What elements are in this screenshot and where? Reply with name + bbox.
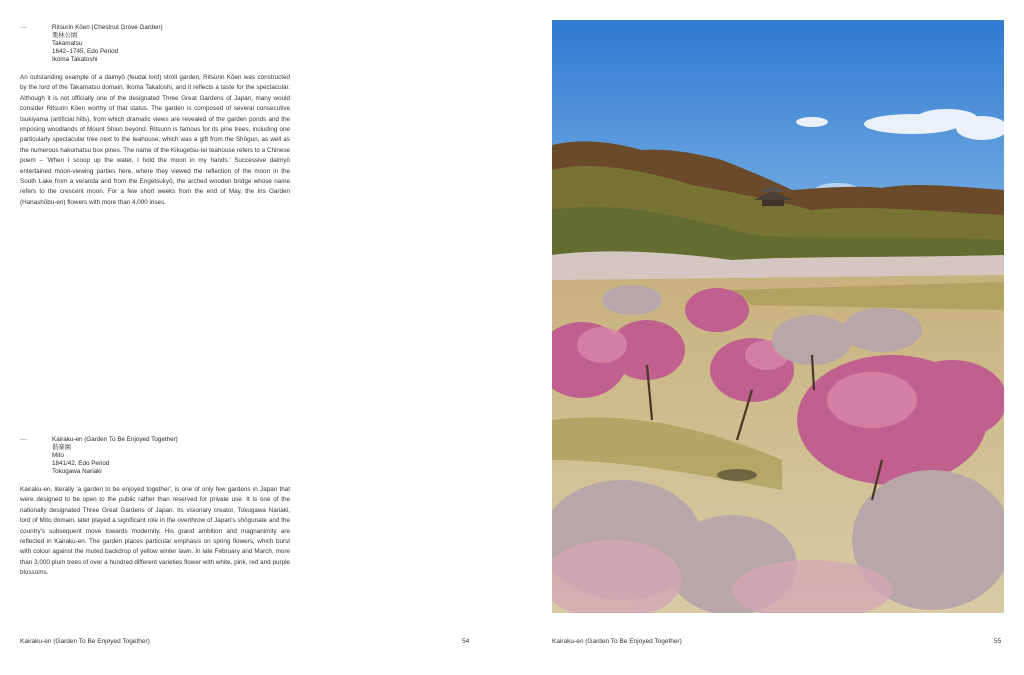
left-page-footer-caption: Kairaku-en (Garden To Be Enjoyed Together) xyxy=(20,638,150,645)
entry-title: Ritsurin Kōen (Chestnut Grove Garden) xyxy=(52,24,163,31)
entry-title-japanese: 偕楽園 xyxy=(52,444,71,451)
entry-founder: Ikoma Takatoshi xyxy=(52,56,98,63)
entry-body-text: Kairaku-en, literally 'a garden to be enjoyed together', is one of only few gardens in Japan that were designed to be open to the public rather than reserved for private use. It is one of the nationally designated Three Great Gardens of Japan. Its visionary creator, Tokugawa Nariaki, lord of Mito domain, later played a significant role in the overthrow of Japan's shōgunate and the country's subsequent move towards modernity. His grand ambition and magnanimity are reflected in Kairaku-en. The garden places particular emphasis on spring flowers, which burst with colour against the muted backdrop of yellow winter lawn. In late February and March, more than 3,000 plum trees of over a hundred different varieties flower with white, pink, red and purple blossoms. xyxy=(20,486,290,577)
entry-founder: Tokugawa Nariaki xyxy=(52,468,102,475)
entry-location: Mito xyxy=(52,452,64,459)
right-page-number: 55 xyxy=(994,638,1002,645)
entry-meta xyxy=(52,436,290,476)
entry-title: Kairaku-en (Garden To Be Enjoyed Together) xyxy=(52,436,178,443)
entry-location: Takamatsu xyxy=(52,40,83,47)
left-page-number: 54 xyxy=(462,638,470,645)
entry-marker: — xyxy=(20,24,27,31)
garden-photograph xyxy=(552,20,1004,613)
entry-marker: — xyxy=(20,436,27,443)
garden-entry-kairaku-en xyxy=(20,436,290,585)
garden-entry-ritsurin xyxy=(20,24,290,215)
entry-dates: 1841/42, Edo Period xyxy=(52,460,110,467)
entry-title-japanese: 栗林公園 xyxy=(52,32,78,39)
entry-meta xyxy=(52,24,290,64)
right-page-footer-caption: Kairaku-en (Garden To Be Enjoyed Together) xyxy=(552,638,682,645)
entry-body-text: An outstanding example of a daimyō (feudal lord) stroll garden, Ritsurin Kōen was constructed by the lord of the Takamatsu domain, Ikoma Takatoshi, and it reflects a taste for the spectacular. Although it is not officially one of the designated Three Great Gardens of Japan, many would consider Ritsurin Kōen worthy of that status. The garden is composed of several consecutive tsukiyama (artificial hills), from which dramatic views are revealed of the garden ponds and the imposing woodlands of Mount Shiun beyond. Ritsurin is famous for its pine trees, including one particularly spectacular tree next to the teahouse, which was a gift from the Shōgun, as well as the numerous hakomatsu box pines. The name of the Kikugetsu-tei teahouse refers to a Chinese poem – 'When I scoop up the water, I hold the moon in my hands.' Successive daimyō entertained moon-viewing parties here, where they viewed the reflection of the moon in the South Lake from a veranda and from the Engetsukyō, the arched wooden bridge whose name refers to the crescent moon. For a few short weeks from the end of May, the Iris Garden (Hanashōbu-en) flowers with more than 4,000 irises. xyxy=(20,74,290,206)
entry-dates: 1642–1745, Edo Period xyxy=(52,48,119,55)
